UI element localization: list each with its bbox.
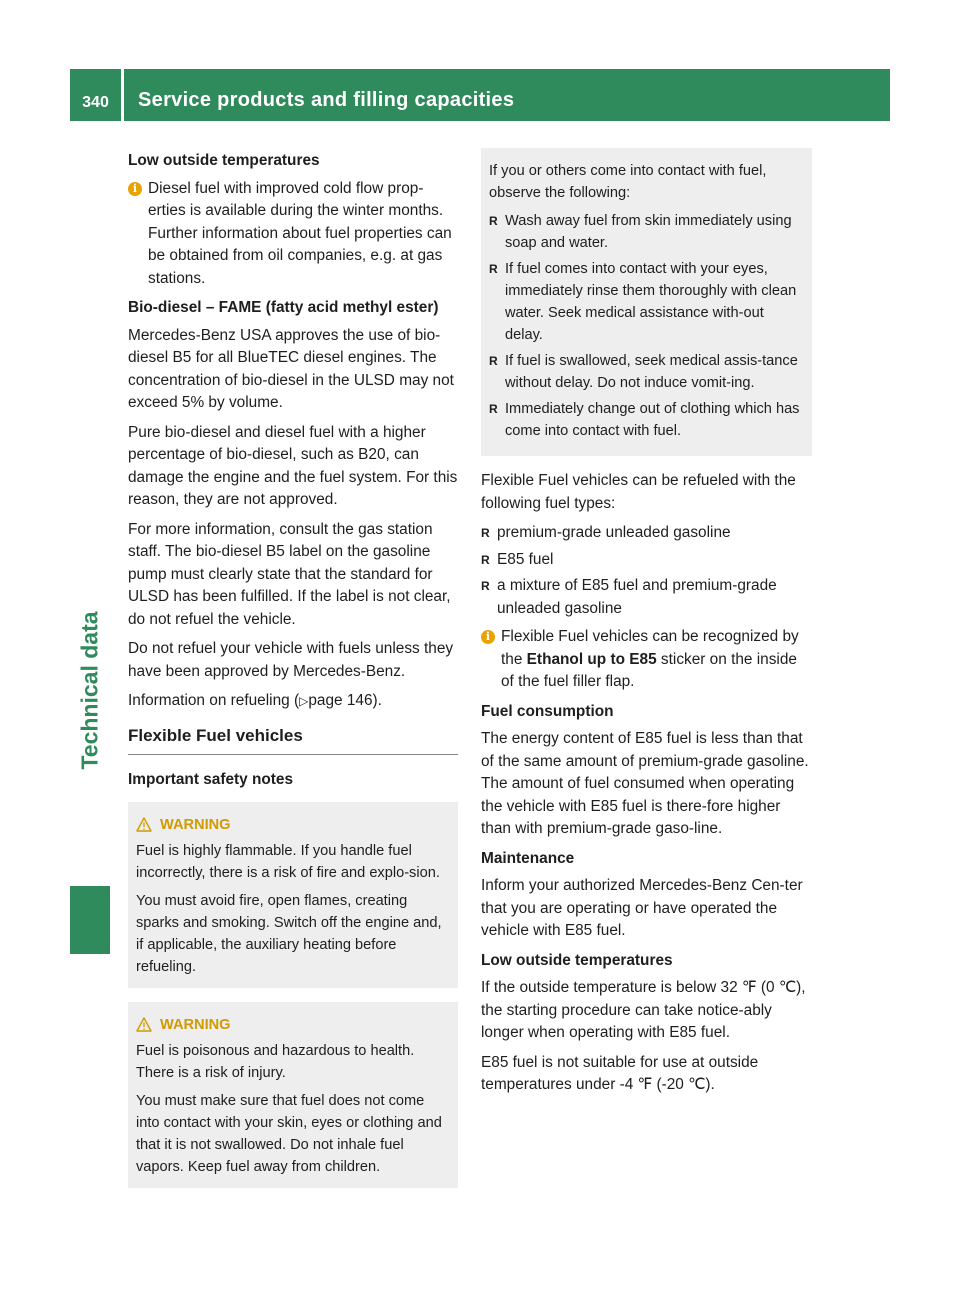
flex-fuel-section-title: Flexible Fuel vehicles xyxy=(128,723,458,756)
biodiesel-paragraph-2: Pure bio-diesel and diesel fuel with a higher percentage of bio-diesel, such as B20, can damage the engine and the fuel system. For this reason, they are not approved. xyxy=(128,423,458,508)
side-label-text: Technical data xyxy=(76,610,103,770)
warning-box-flammable xyxy=(128,802,458,988)
list-item: R If fuel comes into contact with your eyes, immediately rinse them thoroughly with clean water. Seek medical assistance with-out delay. xyxy=(489,258,804,346)
info-note-e85-sticker xyxy=(481,626,812,694)
warning-text-2: You must avoid fire, open flames, creating sparks and smoking. Switch off the engine and, if applicable, the auxiliary heating before refueling. xyxy=(136,892,442,975)
list-item: R Wash away fuel from skin immediately using soap and water. xyxy=(489,210,804,254)
list-item: R Immediately change out of clothing which has come into contact with fuel. xyxy=(489,398,804,442)
info-text-after: sticker on the inside of the fuel filler flap. xyxy=(501,650,797,690)
fuel-consumption-heading: Fuel consumption xyxy=(481,702,614,720)
warning-text-1: Fuel is highly flammable. If you handle fuel incorrectly, there is a risk of fire and explo-sion. xyxy=(136,842,440,881)
refueling-ref-before: Information on refueling ( xyxy=(128,692,300,709)
info-text: Diesel fuel with improved cold flow prop-erties is available during the winter months. Further information about fuel properties can be obtained from oil companies, e.g. at gas stations. xyxy=(148,179,452,287)
fuel-contact-box xyxy=(481,148,812,456)
warning-label: WARNING xyxy=(160,816,231,833)
header-title: Service products and filling capacities xyxy=(138,89,515,111)
info-icon: i xyxy=(481,630,495,644)
page-number: 340 xyxy=(70,69,124,121)
fuel-types-intro: Flexible Fuel vehicles can be refueled with the following fuel types: xyxy=(481,472,796,512)
refueling-ref-link[interactable]: page 146). xyxy=(308,692,382,709)
info-note-cold-flow xyxy=(128,178,458,291)
info-icon: i xyxy=(128,182,142,196)
warning-label: WARNING xyxy=(160,1016,231,1033)
fuel-contact-list xyxy=(489,210,804,442)
list-item: R premium-grade unleaded gasoline xyxy=(481,522,812,545)
page-ref-arrow-icon: ▷ xyxy=(299,694,309,708)
biodiesel-paragraph-3: For more information, consult the gas station staff. The bio-diesel B5 label on the gasoline pump must clearly state that the standard for ULSD has been fulfilled. If the label is not clear, do not refuel the vehicle. xyxy=(128,520,451,628)
fuel-consumption-text: The energy content of E85 fuel is less than that of the same amount of premium-grade gasoline. The amount of fuel consumed when operating the vehicle with E85 fuel is there-fore higher than with premium-grade gaso-line. xyxy=(481,730,809,837)
low-temp-heading: Low outside temperatures xyxy=(128,152,320,169)
warning-header xyxy=(136,1014,450,1036)
refueling-reference xyxy=(128,690,458,713)
warning-triangle-icon xyxy=(136,1017,152,1032)
warning-triangle-icon xyxy=(136,817,152,832)
fuel-contact-intro: If you or others come into contact with fuel, observe the following: xyxy=(489,163,767,201)
header-bar xyxy=(70,69,890,121)
low-temp-text-1: If the outside temperature is below 32 ℉ (0 ℃), the starting procedure can take notice-ably longer when operating with E85 fuel. xyxy=(481,979,806,1041)
safety-notes-heading: Important safety notes xyxy=(128,771,294,788)
list-item: R E85 fuel xyxy=(481,549,812,572)
side-section-label xyxy=(70,500,110,880)
maintenance-heading: Maintenance xyxy=(481,849,575,867)
right-column xyxy=(481,150,812,1104)
list-item: R a mixture of E85 fuel and premium-grade unleaded gasoline xyxy=(481,575,812,620)
left-column xyxy=(128,150,458,1202)
low-temp-heading-e85: Low outside temperatures xyxy=(481,951,673,969)
maintenance-text: Inform your authorized Mercedes-Benz Cen-ter that you are operating or have operated the vehicle with E85 fuel. xyxy=(481,877,803,939)
info-text xyxy=(501,626,812,694)
sticker-name: Ethanol up to E85 xyxy=(526,650,657,668)
warning-box-poisonous xyxy=(128,1002,458,1188)
warning-text-2: You must make sure that fuel does not come into contact with your skin, eyes or clothing and that it is not swallowed. Do not inhale fuel vapors. Keep fuel away from children. xyxy=(136,1092,442,1175)
list-item: R If fuel is swallowed, seek medical assis-tance without delay. Do not induce vomit-ing. xyxy=(489,350,804,394)
info-text-before: Flexible Fuel vehicles can be recognized by the xyxy=(501,628,799,668)
fuel-types-list xyxy=(481,522,812,620)
warning-header xyxy=(136,814,450,836)
warning-text-1: Fuel is poisonous and hazardous to health. There is a risk of injury. xyxy=(136,1042,415,1081)
biodiesel-paragraph-4: Do not refuel your vehicle with fuels unless they have been approved by Mercedes-Benz. xyxy=(128,640,454,680)
biodiesel-heading: Bio-diesel – FAME (fatty acid methyl ester) xyxy=(128,299,439,316)
low-temp-text-2: E85 fuel is not suitable for use at outside temperatures under -4 ℉ (-20 ℃). xyxy=(481,1053,759,1093)
biodiesel-paragraph-1: Mercedes-Benz USA approves the use of bio-diesel B5 for all BlueTEC diesel engines. The concentration of bio-diesel in the ULSD may not exceed 5% by volume. xyxy=(128,326,454,411)
side-color-block xyxy=(70,886,110,954)
